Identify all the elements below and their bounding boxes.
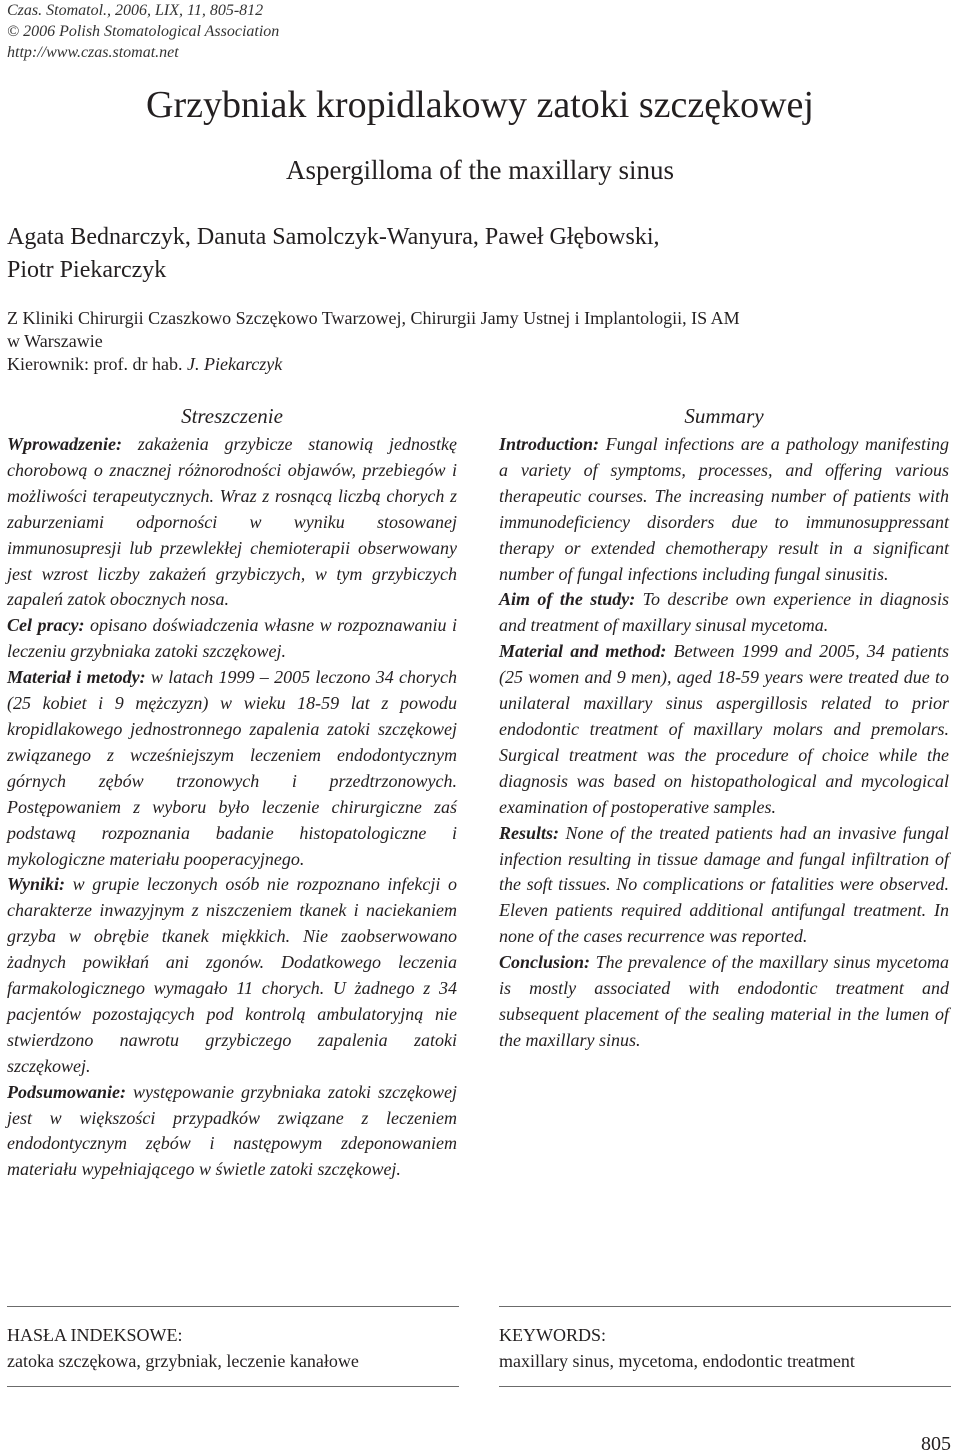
abstract-pl-summary bbox=[7, 1080, 457, 1184]
journal-url[interactable]: http://www.czas.stomat.net bbox=[7, 44, 179, 61]
abstract-en-conclusion bbox=[499, 950, 949, 1054]
abstract-english-heading: Summary bbox=[684, 404, 764, 428]
keywords-en-top-divider bbox=[499, 1306, 951, 1307]
section-text: w latach 1999 – 2005 leczono 34 chorych (25 kobiet i 9 mężczyzn) w wieku 18-59 lat z powodu kropidlakowego jednostronnego zapalenia zatoki szczękowej związanego z wcześniejszym leczeniem endodontycznym górnych zębów trzonowych i przedtrzonowych. Postępowaniem z wyboru było leczenie chirurgiczne zaś podstawą rozpoznania badanie histopatologiczne i mykologiczne materiału pooperacyjnego. bbox=[7, 667, 457, 869]
department-head-name: J. Piekarczyk bbox=[186, 354, 283, 374]
authors-line-1: Agata Bednarczyk, Danuta Samolczyk-Wanyura, Paweł Głębowski, bbox=[7, 224, 660, 250]
authors-line-2: Piotr Piekarczyk bbox=[7, 257, 167, 283]
title-english: Aspergilloma of the maxillary sinus bbox=[286, 155, 674, 185]
abstract-en-methods bbox=[499, 639, 949, 820]
keywords-pl-top-divider bbox=[7, 1306, 459, 1307]
page-number: 805 bbox=[921, 1433, 951, 1455]
section-label: Conclusion: bbox=[499, 952, 591, 973]
section-text: To describe own experience in diagnosis and treatment of maxillary sinusal mycetoma. bbox=[499, 589, 949, 636]
keywords-polish-value: zatoka szczękowa, grzybniak, leczenie kanałowe bbox=[7, 1351, 359, 1371]
section-label: Introduction: bbox=[499, 434, 600, 454]
abstract-english bbox=[499, 401, 949, 1054]
section-label: Wyniki: bbox=[7, 874, 66, 895]
section-label: Materiał i metody: bbox=[7, 667, 146, 688]
section-label: Material and method: bbox=[499, 641, 667, 662]
section-text: The prevalence of the maxillary sinus mycetoma is mostly associated with endodontic treatment and subsequent placement of the sealing material in the lumen of the maxillary sinus. bbox=[499, 952, 949, 1050]
copyright-line: © 2006 Polish Stomatological Association bbox=[7, 23, 280, 40]
section-label: Podsumowanie: bbox=[7, 1081, 127, 1102]
affiliation bbox=[7, 307, 927, 376]
section-text: w grupie leczonych osób nie rozpoznano infekcji o charakterze inwazyjnym z niszczeniem tkanek i naciekaniem grzyba w obrębie tkanek miękkich. Nie zaobserwowano żadnych powikłań ani zgonów. Dodatkowego leczenia farmakologicznego wymagało 11 chorych. U żadnego z 34 pacjentów pozostających pod kontrolą ambulatoryjną nie stwierdzono nawrotu grzybiczego zapalenia zatoki szczękowej. bbox=[7, 874, 457, 1076]
abstract-en-aim bbox=[499, 587, 949, 639]
title-polish: Grzybniak kropidlakowy zatoki szczękowej bbox=[146, 84, 814, 126]
abstract-pl-aim bbox=[7, 613, 457, 665]
section-text: None of the treated patients had an invasive fungal infection resulting in tissue damage and fungal infiltration of the soft tissues. No complications or fatalities were observed. Eleven patients required additional antifungal treatment. In none of the cases recurrence was reported. bbox=[499, 822, 949, 947]
section-label: Wprowadzenie: bbox=[7, 434, 123, 454]
affiliation-line-2: w Warszawie bbox=[7, 331, 103, 351]
keywords-english bbox=[499, 1322, 855, 1374]
keywords-english-value: maxillary sinus, mycetoma, endodontic treatment bbox=[499, 1351, 855, 1371]
keywords-pl-bottom-divider bbox=[7, 1386, 459, 1387]
abstract-en-results bbox=[499, 821, 949, 951]
department-head-label: Kierownik: prof. dr hab. bbox=[7, 354, 183, 374]
keywords-en-bottom-divider bbox=[499, 1386, 951, 1387]
section-text: występowanie grzybniaka zatoki szczękowej jest w większości przypadków związane z leczeniem endodontycznym zębów i następowym zdeponowaniem materiału wypełniającego w świetle zatoki szczękowej. bbox=[7, 1081, 457, 1180]
affiliation-line-1: Z Kliniki Chirurgii Czaszkowo Szczękowo Twarzowej, Chirurgii Jamy Ustnej i Implantologii, IS AM bbox=[7, 308, 740, 328]
keywords-english-label: KEYWORDS: bbox=[499, 1325, 606, 1345]
abstract-pl-methods bbox=[7, 665, 457, 872]
abstract-pl-introduction bbox=[7, 432, 457, 613]
authors bbox=[7, 221, 937, 287]
abstract-en-introduction bbox=[499, 432, 949, 587]
journal-header bbox=[7, 0, 279, 63]
section-label: Aim of the study: bbox=[499, 589, 636, 610]
journal-citation: Czas. Stomatol., 2006, LIX, 11, 805-812 bbox=[7, 2, 264, 19]
keywords-polish-label: HASŁA INDEKSOWE: bbox=[7, 1325, 183, 1345]
section-text: Fungal infections are a pathology manifesting a variety of symptoms, processes, and offering various therapeutic courses. The increasing number of patients with immunodeficiency disorders due to immunosuppressant therapy or extended chemotherapy result in a significant number of fungal infections including fungal sinusitis. bbox=[499, 434, 949, 584]
section-label: Results: bbox=[499, 822, 560, 843]
abstract-polish bbox=[7, 401, 457, 1183]
department-head bbox=[7, 353, 927, 376]
abstract-pl-results bbox=[7, 872, 457, 1079]
section-text: zakażenia grzybicze stanowią jednostkę chorobową o znacznej różnorodności objawów, przebiegów i możliwości terapeutycznych. Wraz z rosnącą liczbą chorych z zaburzeniami odporności w wyniku stosowanej immunosupresji lub przewlekłej chemioterapii obserwowany jest wzrost liczby zakażeń grzybiczych, w tym grzybiczych zapaleń zatok obocznych nosa. bbox=[7, 434, 457, 610]
section-label: Cel pracy: bbox=[7, 615, 85, 636]
abstract-polish-heading: Streszczenie bbox=[181, 404, 283, 428]
section-text: opisano doświadczenia własne w rozpoznawaniu i leczeniu grzybniaka zatoki szczękowej. bbox=[7, 615, 457, 662]
keywords-polish bbox=[7, 1322, 359, 1374]
section-text: Between 1999 and 2005, 34 patients (25 women and 9 men), aged 18-59 years were treated due to unilateral maxillary sinus aspergillosis related to prior endodontic treatment of maxillary molars and premolars. Surgical treatment was the procedure of choice while the diagnosis was based on histopathological and mycological examination of postoperative samples. bbox=[499, 641, 949, 817]
